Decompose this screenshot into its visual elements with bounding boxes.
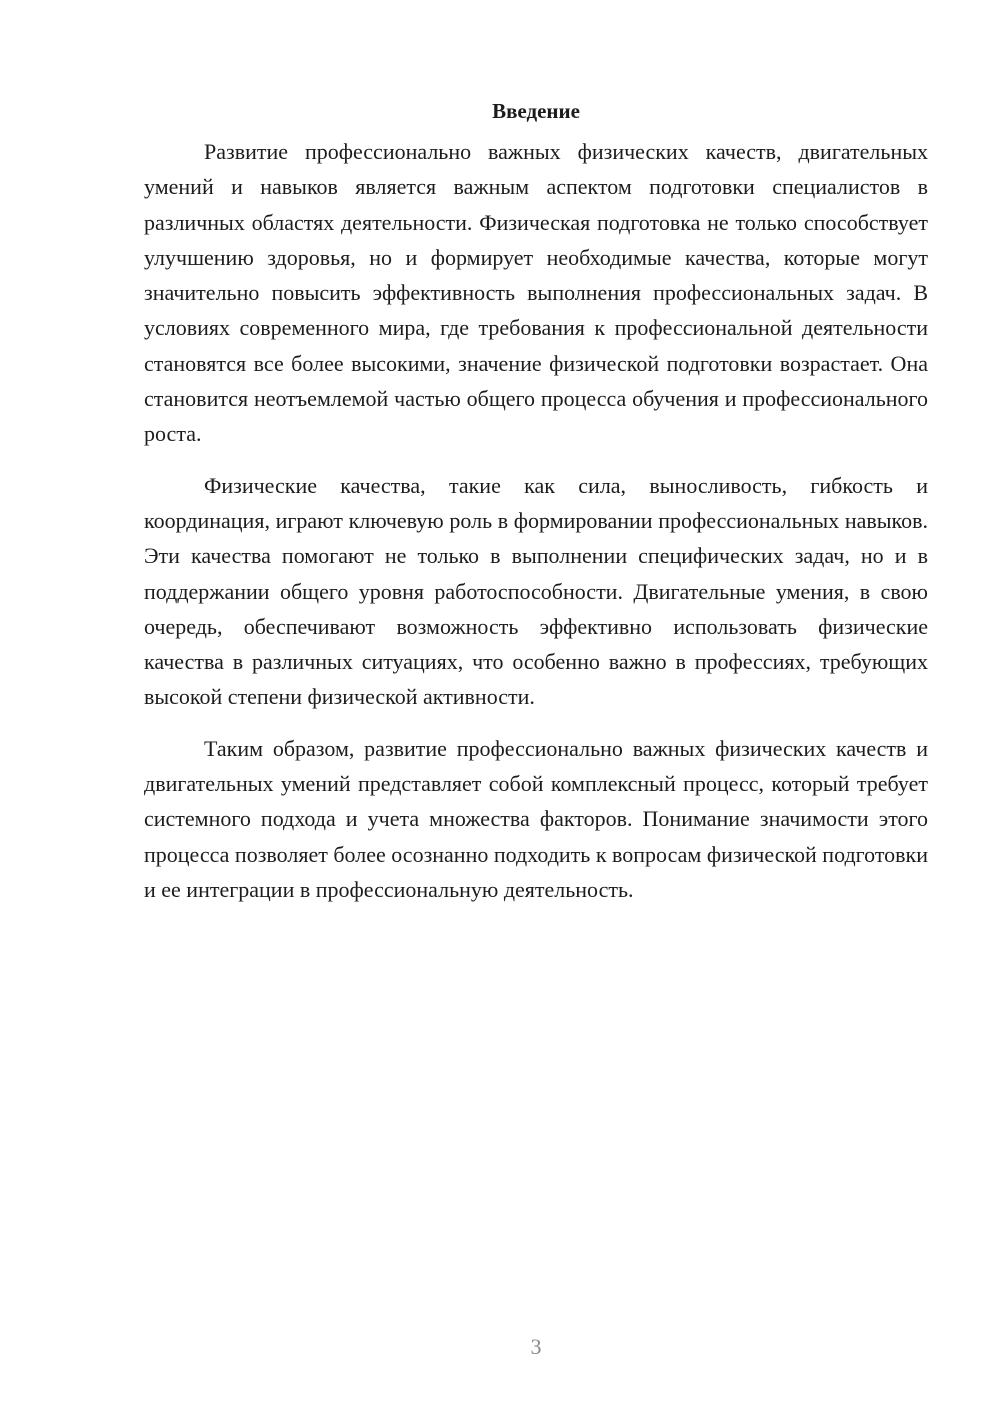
paragraph-2: Физические качества, такие как сила, выносливость, гибкость и координация, играют ключевую роль в формировании профессиональных навыков. Эти качества помогают не только в выполнении специфических задач, но и в поддержании общего уровня работоспособности. Двигательные умения, в свою очередь, обеспечивают возможность эффективно использовать физические качества в различных ситуациях, что особенно важно в профессиях, требующих высокой степени физической активности. (144, 472, 928, 710)
paragraph-3: Таким образом, развитие профессионально важных физических качеств и двигательных умений представляет собой комплексный процесс, который требует системного подхода и учета множества факторов. Понимание значимости этого процесса позволяет более осознанно подходить к вопросам физической подготовки и ее интеграции в профессиональную деятельность. (144, 735, 928, 902)
document-body (144, 96, 928, 907)
paragraph-1: Развитие профессионально важных физических качеств, двигательных умений и навыков является важным аспектом подготовки специалистов в различных областях деятельности. Физическая подготовка не только способствует улучшению здоровья, но и формирует необходимые качества, которые могут значительно повысить эффективность выполнения профессиональных задач. В условиях современного мира, где требования к профессиональной деятельности становятся все более высокими, значение физической подготовки возрастает. Она становится неотъемлемой частью общего процесса обучения и профессионального роста. (144, 139, 928, 447)
page-number: 3 (530, 1334, 542, 1359)
page-title: Введение (492, 99, 580, 123)
